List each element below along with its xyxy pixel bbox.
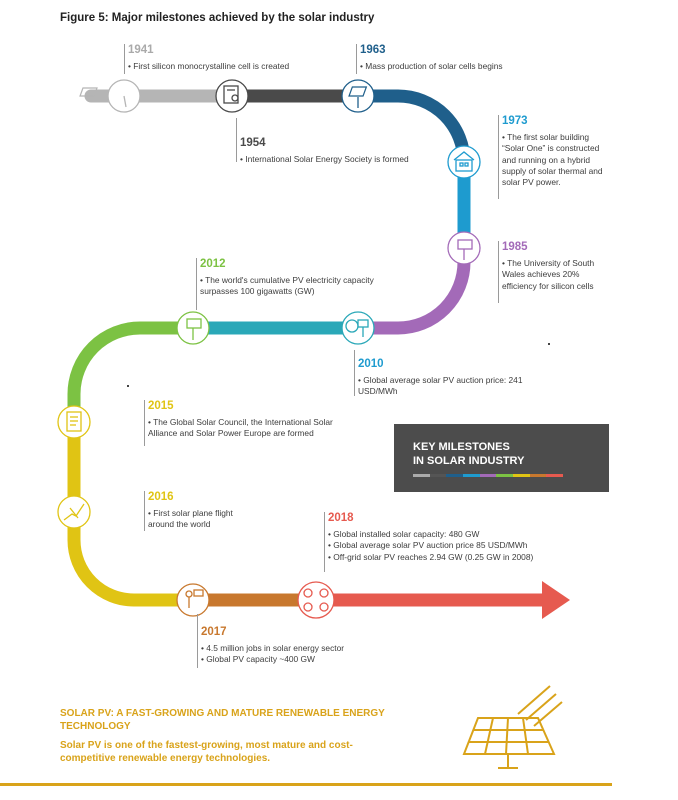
year-1973: 1973 [502, 115, 528, 127]
stripe-segment [413, 474, 430, 477]
stripe-segment [496, 474, 513, 477]
node-1973-building-icon [448, 146, 480, 178]
year-2010: 2010 [358, 358, 384, 370]
key-milestones-color-stripe [413, 474, 563, 477]
stray-dot [127, 385, 129, 387]
connector-2015 [144, 400, 145, 446]
node-1963-solar-panel-icon [342, 80, 374, 112]
stray-dot [548, 343, 550, 345]
stripe-segment [546, 474, 563, 477]
segment-1963 [358, 96, 464, 162]
connector-1973 [498, 115, 499, 199]
stripe-segment [446, 474, 463, 477]
connector-1941 [124, 44, 125, 74]
connector-1954 [236, 118, 237, 162]
node-1941-solar-panel-icon [80, 80, 140, 112]
node-2017-worker-icon [177, 584, 209, 616]
connector-2018 [324, 512, 325, 572]
stripe-segment [513, 474, 530, 477]
stripe-segment [463, 474, 480, 477]
node-1985-solar-panel-icon [448, 232, 480, 264]
connector-1963 [356, 44, 357, 74]
connector-2012 [196, 258, 197, 310]
milestone-1963-text: • Mass production of solar cells begins [360, 61, 503, 72]
node-1954-certificate-icon [216, 80, 248, 112]
node-2010-money-icon [342, 312, 374, 344]
milestone-2010-text: • Global average solar PV auction price: 241 USD/MWh [358, 375, 538, 398]
bottom-rule [0, 783, 612, 786]
stripe-segment [480, 474, 497, 477]
year-1954: 1954 [240, 137, 266, 149]
connector-2010 [354, 350, 355, 396]
stripe-segment [530, 474, 547, 477]
year-2017: 2017 [201, 626, 227, 638]
node-2016-plane-icon [58, 496, 90, 528]
milestone-1941-text: • First silicon monocrystalline cell is created [128, 61, 289, 72]
solar-panel-illustration-icon [458, 684, 568, 774]
milestone-1973-text: • The first solar building “Solar One” is constructed and running on a hybrid supply of solar thermal and solar PV power. [502, 132, 607, 188]
key-milestones-title: KEY MILESTONES IN SOLAR INDUSTRY [413, 441, 525, 467]
year-2016: 2016 [148, 491, 174, 503]
timeline-arrowhead [542, 581, 570, 619]
year-1941: 1941 [128, 44, 154, 56]
milestone-1985-text: • The University of South Wales achieves 20% efficiency for silicon cells [502, 258, 602, 292]
year-2018: 2018 [328, 512, 354, 524]
milestone-2015-text: • The Global Solar Council, the International Solar Alliance and Solar Power Europe are formed [148, 417, 363, 440]
year-1963: 1963 [360, 44, 386, 56]
node-2015-document-icon [58, 406, 90, 438]
segment-2012 [74, 328, 193, 420]
footer-body: Solar PV is one of the fastest-growing, most mature and cost-competitive renewable energy technologies. [60, 740, 353, 764]
year-1985: 1985 [502, 241, 528, 253]
connector-1985 [498, 241, 499, 303]
year-2015: 2015 [148, 400, 174, 412]
node-2018-global-icon [298, 582, 334, 618]
year-2012: 2012 [200, 258, 226, 270]
connector-2016 [144, 491, 145, 531]
figure-title: Figure 5: Major milestones achieved by the solar industry [60, 12, 375, 24]
milestone-2017-text: • 4.5 million jobs in solar energy sector • Global PV capacity ~400 GW [201, 643, 381, 666]
milestone-1954-text: • International Solar Energy Society is formed [240, 154, 409, 165]
footer-heading: SOLAR PV: A FAST-GROWING AND MATURE RENEWABLE ENERGY TECHNOLOGY [60, 708, 385, 732]
milestone-2016-text: • First solar plane flight around the world [148, 508, 248, 531]
milestone-2018-text: • Global installed solar capacity: 480 GW • Global average solar PV auction price 85 USD/MWh • Off-grid solar PV reaches 2.94 GW (0.25 GW in 2008) [328, 529, 568, 563]
connector-2017 [197, 614, 198, 668]
milestone-2012-text: • The world's cumulative PV electricity capacity surpasses 100 gigawatts (GW) [200, 275, 400, 298]
stripe-segment [430, 474, 447, 477]
node-2012-solar-panel-icon [177, 312, 209, 344]
